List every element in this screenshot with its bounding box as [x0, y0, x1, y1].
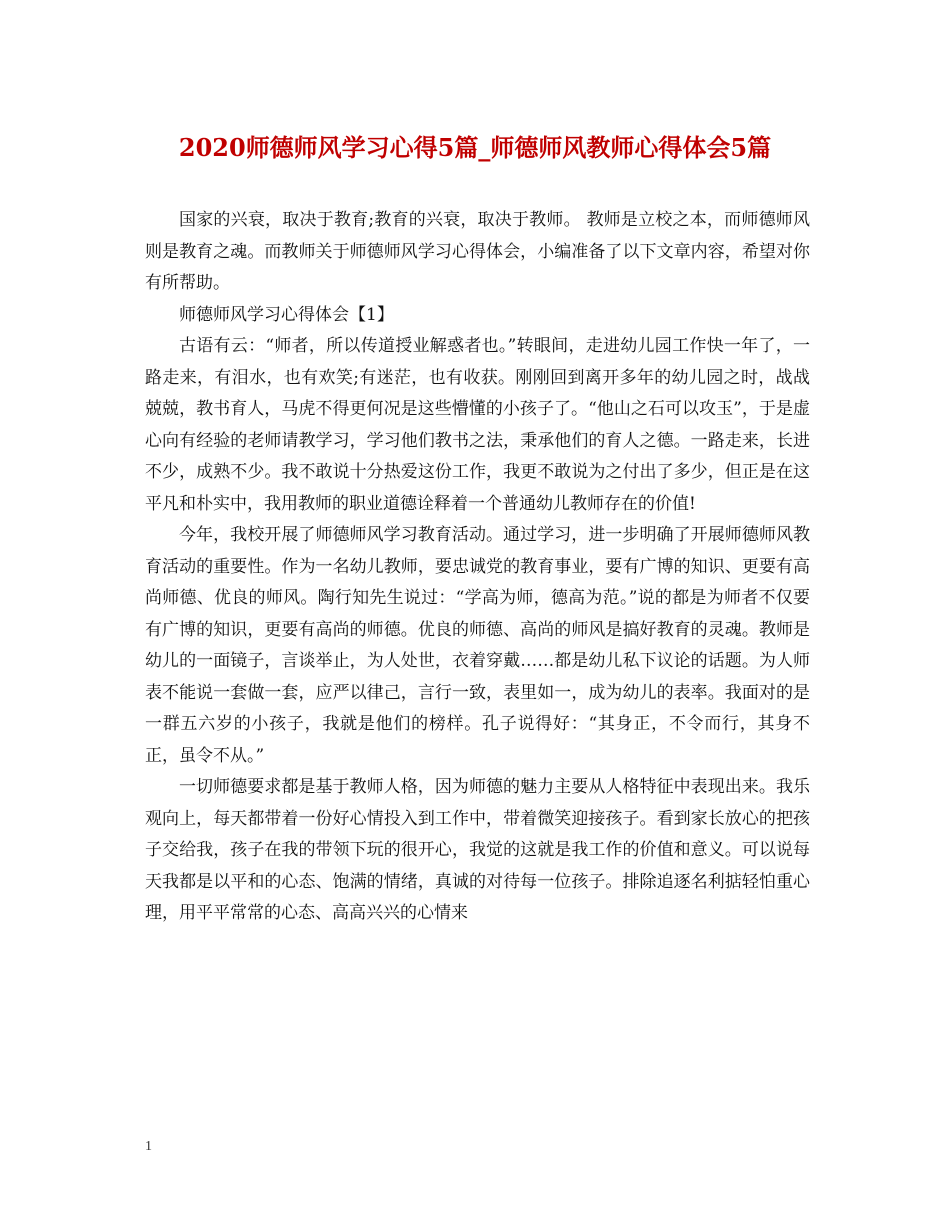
document-body	[145, 205, 810, 930]
intro-paragraph: 国家的兴衰，取决于教育;教育的兴衰，取决于教师。 教师是立校之本，而师德师风则是教育之魂。而教师关于师德师风学习心得体会，小编准备了以下文章内容，希望对你有所帮助。	[145, 210, 810, 293]
body-paragraph: 今年，我校开展了师德师风学习教育活动。通过学习，进一步明确了开展师德师风教育活动的重要性。作为一名幼儿教师，要忠诚党的教育事业，要有广博的知识、更要有高尚师德、优良的师风。陶行知先生说过：“学高为师，德高为范。”说的都是为师者不仅要有广博的知识，更要有高尚的师德。优良的师德、高尚的师风是搞好教育的灵魂。教师是幼儿的一面镜子，言谈举止，为人处世，衣着穿戴……都是幼儿私下议论的话题。为人师表不能说一套做一套，应严以律己，言行一致，表里如一，成为幼儿的表率。我面对的是一群五六岁的小孩子，我就是他们的榜样。孔子说得好：“其身正，不令而行，其身不正，虽令不从。”	[145, 525, 810, 766]
body-paragraph: 一切师德要求都是基于教师人格，因为师德的魅力主要从人格特征中表现出来。我乐观向上，每天都带着一份好心情投入到工作中，带着微笑迎接孩子。看到家长放心的把孩子交给我，孩子在我的带领下玩的很开心，我觉的这就是我工作的价值和意义。可以说每天我都是以平和的心态、饱满的情绪，真诚的对待每一位孩子。排除追逐名利掂轻怕重心理，用平平常常的心态、高高兴兴的心情来	[145, 777, 810, 923]
document-title: 2020师德师风学习心得5篇_师德师风教师心得体会5篇	[178, 133, 772, 162]
section-heading: 师德师风学习心得体会【1】	[179, 304, 394, 325]
page-number: 1	[145, 1139, 152, 1154]
body-paragraph: 古语有云：“师者，所以传道授业解惑者也。”转眼间，走进幼儿园工作快一年了，一路走来，有泪水，也有欢笑;有迷茫，也有收获。刚刚回到离开多年的幼儿园之时，战战兢兢，教书育人，马虎不得更何况是这些懵懂的小孩子了。“他山之石可以攻玉”，于是虚心向有经验的老师请教学习，学习他们教书之法，秉承他们的育人之德。一路走来，长进不少，成熟不少。我不敢说十分热爱这份工作，我更不敢说为之付出了多少，但正是在这平凡和朴实中，我用教师的职业道德诠释着一个普通幼儿教师存在的价值!	[145, 336, 810, 514]
